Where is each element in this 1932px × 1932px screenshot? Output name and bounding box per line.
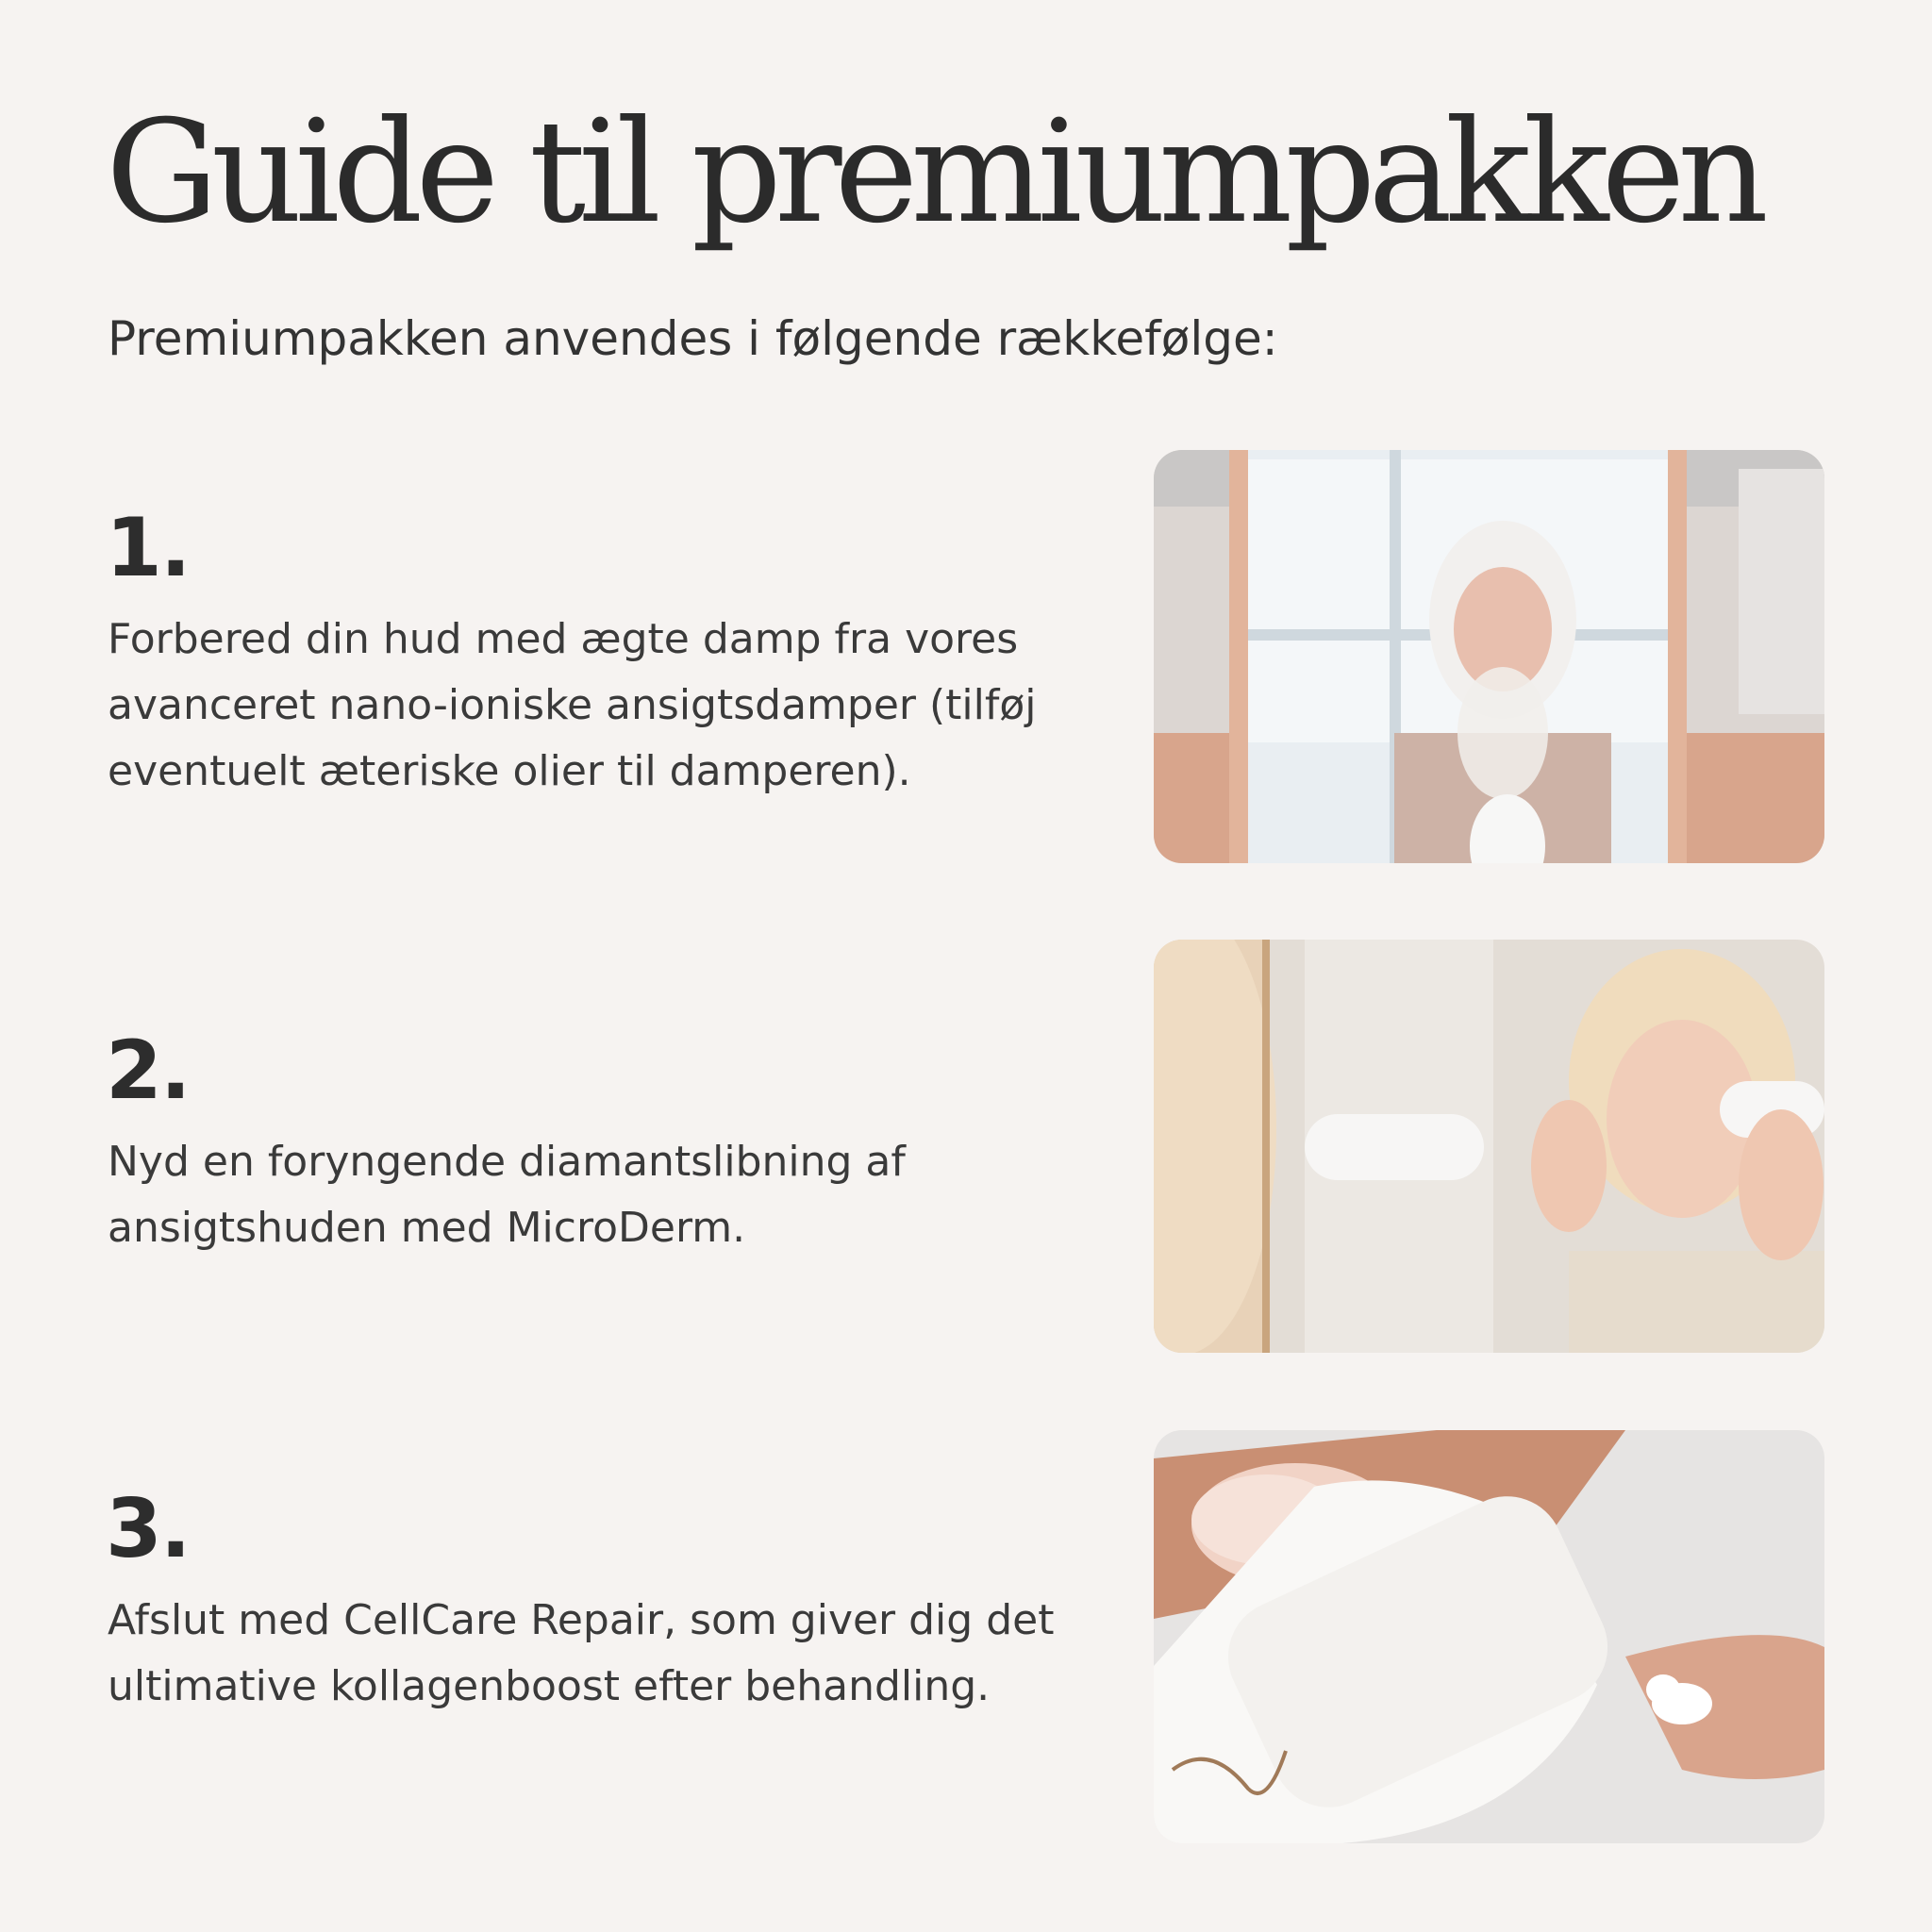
page-title: Guide til premiumpakken — [106, 91, 1761, 255]
page-subtitle: Premiumpakken anvendes i følgende rækkefølge: — [108, 311, 1278, 366]
microderm-photo — [1154, 940, 1824, 1353]
step-number: 3. — [106, 1482, 190, 1576]
step-description: Nyd en foryngende diamantslibning af ansigtshuden med MicroDerm. — [108, 1138, 906, 1252]
step-description: Forbered din hud med ægte damp fra vores avanceret nano-ioniske ansigtsdamper (tilføj eventuelt æteriske olier til damperen). — [108, 615, 1037, 795]
step-number: 2. — [106, 1024, 190, 1118]
cellcare-repair-photo — [1154, 1430, 1824, 1843]
steamer-photo — [1154, 450, 1824, 863]
step-description: Afslut med CellCare Repair, som giver dig det ultimative kollagenboost efter behandling. — [108, 1596, 1055, 1710]
step-number: 1. — [106, 501, 190, 595]
